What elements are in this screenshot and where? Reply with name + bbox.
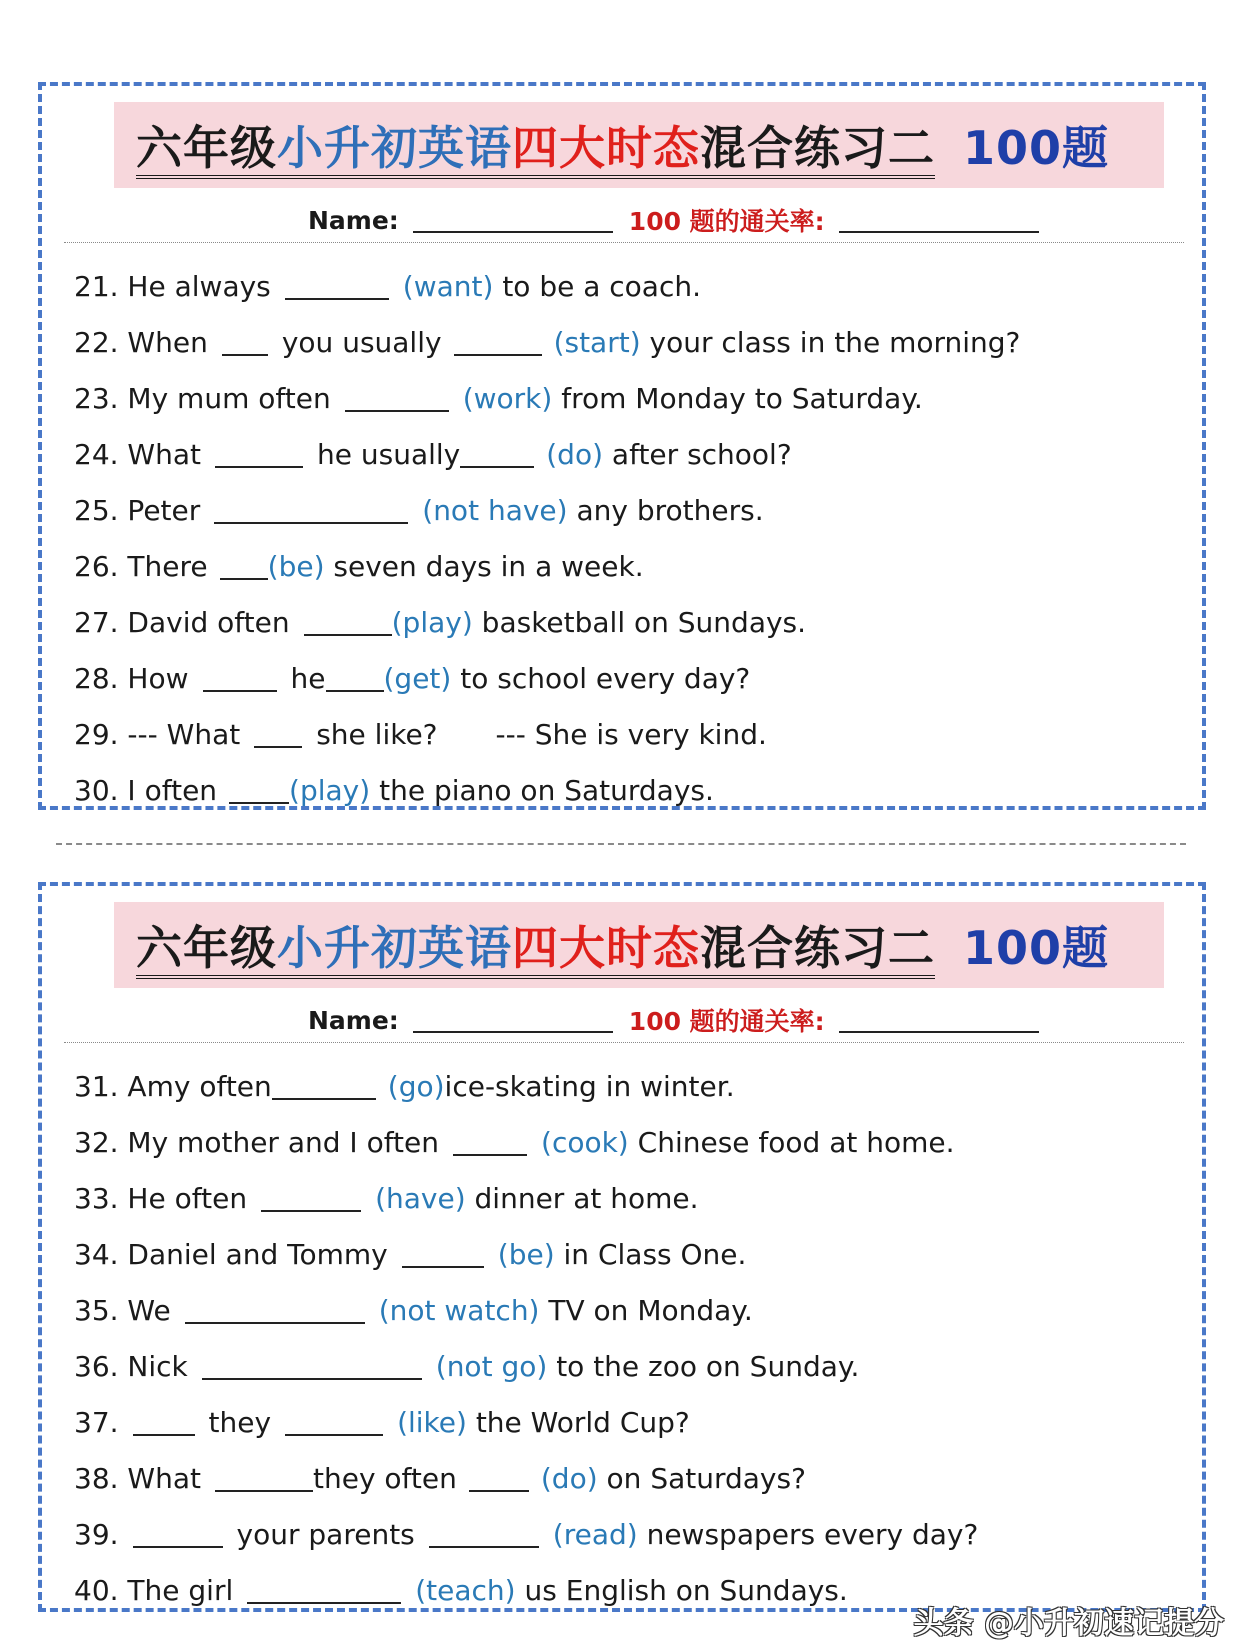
question-37: 37. they (like) the World Cup?: [74, 1405, 690, 1439]
answer-blank[interactable]: [469, 1464, 529, 1492]
name-label: Name:: [308, 205, 399, 235]
answer-blank[interactable]: [202, 1352, 422, 1380]
answer-blank[interactable]: [222, 328, 268, 356]
answer-blank[interactable]: [453, 1128, 527, 1156]
question-32: 32. My mother and I often (cook) Chinese food at home.: [74, 1125, 955, 1159]
title-banner: [114, 102, 1164, 188]
worksheet-top: [38, 82, 1206, 810]
answer-blank[interactable]: [247, 1576, 401, 1604]
answer-blank[interactable]: [133, 1408, 195, 1436]
name-row: [64, 998, 1184, 1043]
answer-blank[interactable]: [272, 1072, 376, 1100]
question-35: 35. We (not watch) TV on Monday.: [74, 1293, 753, 1327]
name-label: Name:: [308, 1005, 399, 1035]
pass-rate-blank[interactable]: [839, 207, 1039, 233]
source-watermark: 头条 @小升初速记提分: [913, 1606, 1224, 1641]
question-24: 24. What he usually (do) after school?: [74, 437, 792, 471]
question-31: 31. Amy often (go) ice-skating in winter.: [74, 1069, 735, 1103]
question-30: 30. I often (play) the piano on Saturdays.: [74, 773, 714, 807]
answer-blank[interactable]: [285, 1408, 383, 1436]
name-blank[interactable]: [413, 207, 613, 233]
name-blank[interactable]: [413, 1007, 613, 1033]
question-33: 33. He often (have) dinner at home.: [74, 1181, 699, 1215]
answer-blank[interactable]: [215, 1464, 313, 1492]
pass-rate-label: 100 题的通关率:: [628, 1007, 825, 1036]
cut-line-divider: [56, 843, 1186, 845]
question-28: 28. How he (get) to school every day?: [74, 661, 751, 695]
question-39: 39. your parents (read) newspapers every day?: [74, 1517, 979, 1551]
pass-rate-blank[interactable]: [839, 1007, 1039, 1033]
question-21: 21. He always (want) to be a coach.: [74, 269, 702, 303]
answer-blank[interactable]: [203, 664, 277, 692]
question-22: 22. When you usually (start) your class in the morning?: [74, 325, 1021, 359]
question-25: 25. Peter (not have) any brothers.: [74, 493, 764, 527]
answer-blank[interactable]: [285, 272, 389, 300]
answer-blank[interactable]: [460, 440, 534, 468]
question-38: 38. What they often (do) on Saturdays?: [74, 1461, 806, 1495]
answer-blank[interactable]: [402, 1240, 484, 1268]
question-36: 36. Nick (not go) to the zoo on Sunday.: [74, 1349, 860, 1383]
answer-blank[interactable]: [304, 608, 392, 636]
question-list: [74, 258, 1182, 818]
worksheet-title: 六年级小升初英语四大时态混合练习二 100题: [136, 112, 1109, 178]
answer-blank[interactable]: [254, 720, 302, 748]
answer-blank[interactable]: [429, 1520, 539, 1548]
title-banner: [114, 902, 1164, 988]
answer-blank[interactable]: [261, 1184, 361, 1212]
question-26: 26. There (be) seven days in a week.: [74, 549, 644, 583]
question-23: 23. My mum often (work) from Monday to Saturday.: [74, 381, 923, 415]
question-29: 29. --- What she like? --- She is very kind.: [74, 717, 767, 751]
answer-blank[interactable]: [454, 328, 542, 356]
answer-blank[interactable]: [133, 1520, 223, 1548]
worksheet-title: 六年级小升初英语四大时态混合练习二 100题: [136, 912, 1109, 978]
answer-blank[interactable]: [214, 496, 408, 524]
answer-blank[interactable]: [215, 440, 303, 468]
answer-blank[interactable]: [345, 384, 449, 412]
question-27: 27. David often (play) basketball on Sundays.: [74, 605, 807, 639]
answer-blank[interactable]: [326, 664, 384, 692]
question-40: 40. The girl (teach) us English on Sundays.: [74, 1573, 848, 1607]
question-34: 34. Daniel and Tommy (be) in Class One.: [74, 1237, 747, 1271]
question-list: [74, 1058, 1182, 1618]
answer-blank[interactable]: [220, 552, 268, 580]
answer-blank[interactable]: [185, 1296, 365, 1324]
name-row: [64, 198, 1184, 243]
pass-rate-label: 100 题的通关率:: [628, 207, 825, 236]
worksheet-bottom: [38, 882, 1206, 1612]
answer-blank[interactable]: [229, 776, 289, 804]
